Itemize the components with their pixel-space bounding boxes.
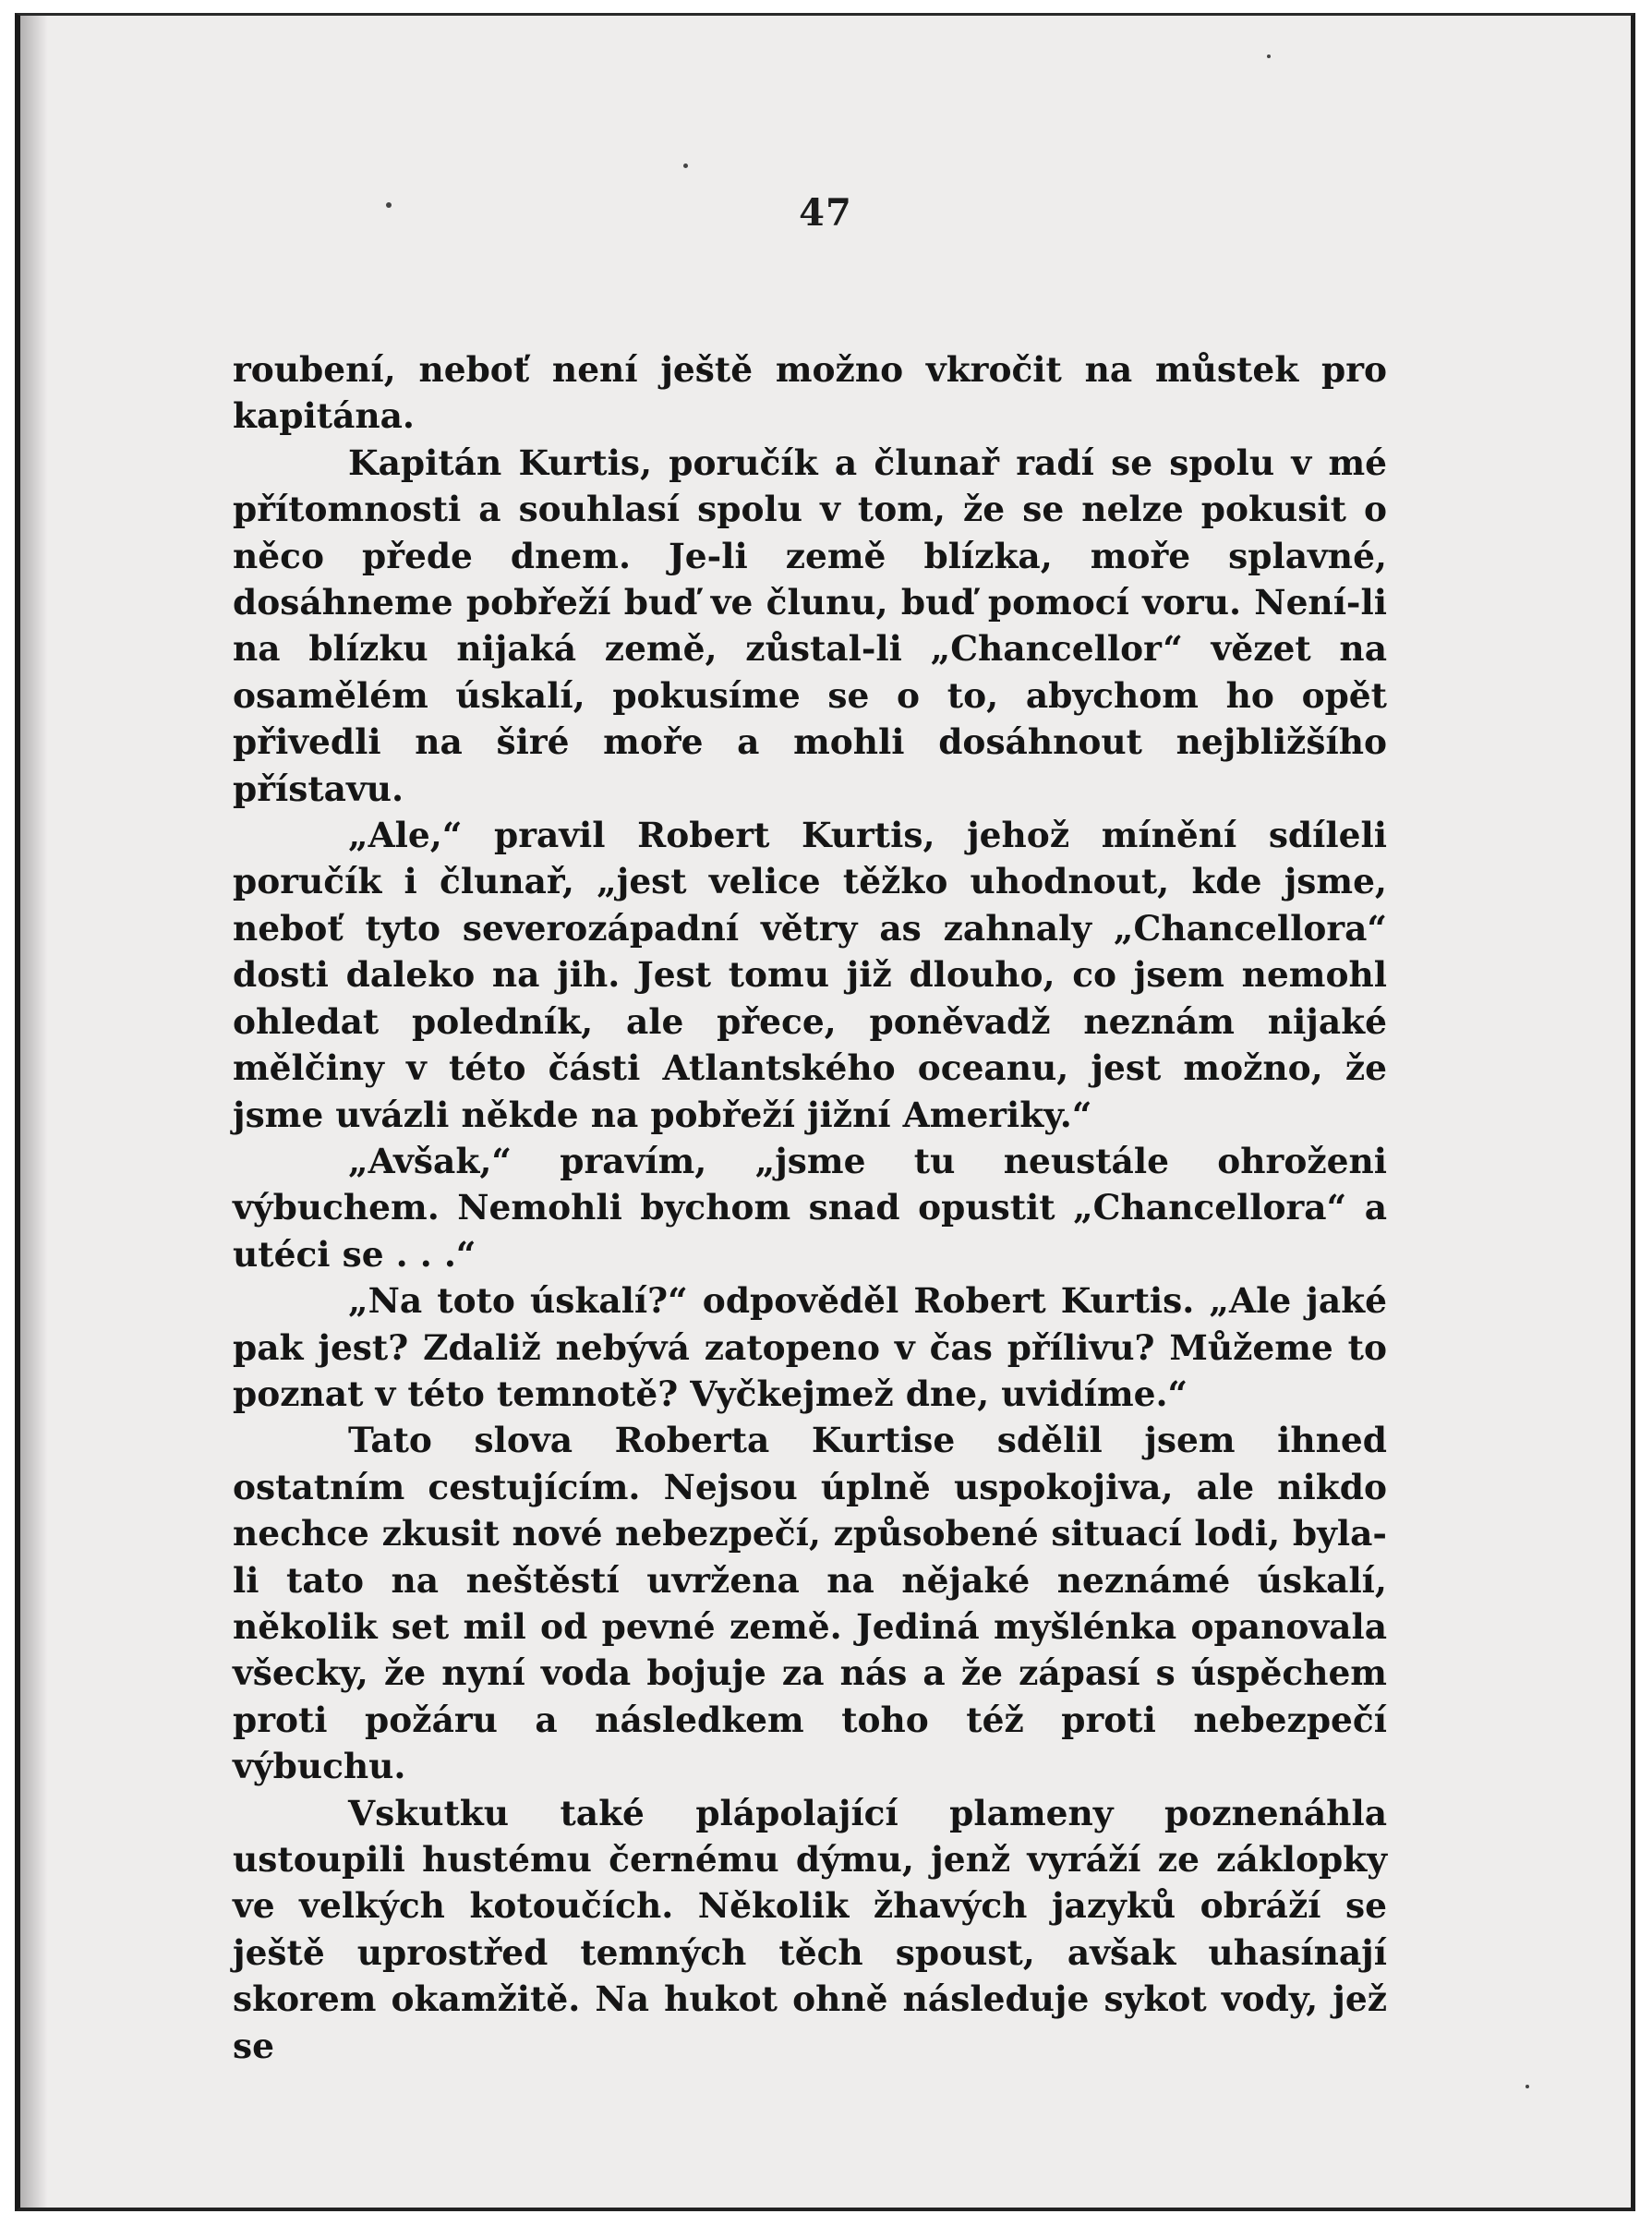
print-speck: [386, 202, 392, 208]
binding-shadow: [20, 16, 48, 2208]
book-page: [15, 13, 1635, 2211]
print-speck: [1525, 2085, 1529, 2088]
page-number: 47: [799, 191, 852, 235]
paragraph-4: „Avšak,“ pravím, „jsme tu neustále ohroženi výbuchem. Nemohli bychom snad opustit „Chancellora“ a utéci se . . .“: [233, 1140, 1387, 1275]
body-text: [233, 346, 1387, 2069]
paragraph-3: „Ale,“ pravil Robert Kurtis, jehož mínění sdíleli poručík i člunař, „jest velice těžko uhodnout, kde jsme, neboť tyto severozápadní větry as zahnaly „Chancellora“ dosti daleko na jih. Jest tomu již dlouho, co jsem nemohl ohledat poledník, ale přece, poněvadž neznám nijaké mělčiny v této části Atlantského oceanu, jest možno, že jsme uvázli někde na pobřeží jižní Ameriky.“: [233, 815, 1387, 1135]
print-speck: [683, 163, 688, 168]
paragraph-2: Kapitán Kurtis, poručík a člunař radí se spolu v mé přítomnosti a souhlasí spolu v tom, že se nelze pokusit o něco přede dnem. Je-li země blízka, moře splavné, dosáhneme pobřeží buď ve člunu, buď pomocí voru. Není-li na blízku nijaká země, zůstal-li „Chancellor“ vězet na osamělém úskalí, pokusíme se o to, abychom ho opět přivedli na širé moře a mohli dosáhnout nejbližšího přístavu.: [233, 442, 1387, 809]
paragraph-7: Vskutku také plápolající plameny poznenáhla ustoupili hustému černému dýmu, jenž vyráží ze záklopky ve velkých kotoučích. Několik žhavých jazyků obráží se ještě uprostřed temných těch spoust, avšak uhasínají skorem okamžitě. Na hukot ohně následuje sykot vody, jež se: [233, 1792, 1387, 2066]
paragraph-1: roubení, neboť není ještě možno vkročit na můstek pro kapitána.: [233, 349, 1387, 437]
paragraph-5: „Na toto úskalí?“ odpověděl Robert Kurtis. „Ale jaké pak jest? Zdaliž nebývá zatopeno v čas přílivu? Můžeme to poznat v této temnotě? Vyčkejmež dne, uvidíme.“: [233, 1280, 1387, 1414]
paragraph-6: Tato slova Roberta Kurtise sdělil jsem ihned ostatním cestujícím. Nejsou úplně uspokojiva, ale nikdo nechce zkusit nové nebezpečí, způsobené situací lodi, byla-li tato na neštěstí uvržena na nějaké neznámé úskalí, několik set mil od pevné země. Jediná myšlénka opanovala všecky, že nyní voda bojuje za nás a že zápasí s úspěchem proti požáru a následkem toho též proti nebezpečí výbuchu.: [233, 1420, 1387, 1787]
print-speck: [1267, 54, 1271, 58]
